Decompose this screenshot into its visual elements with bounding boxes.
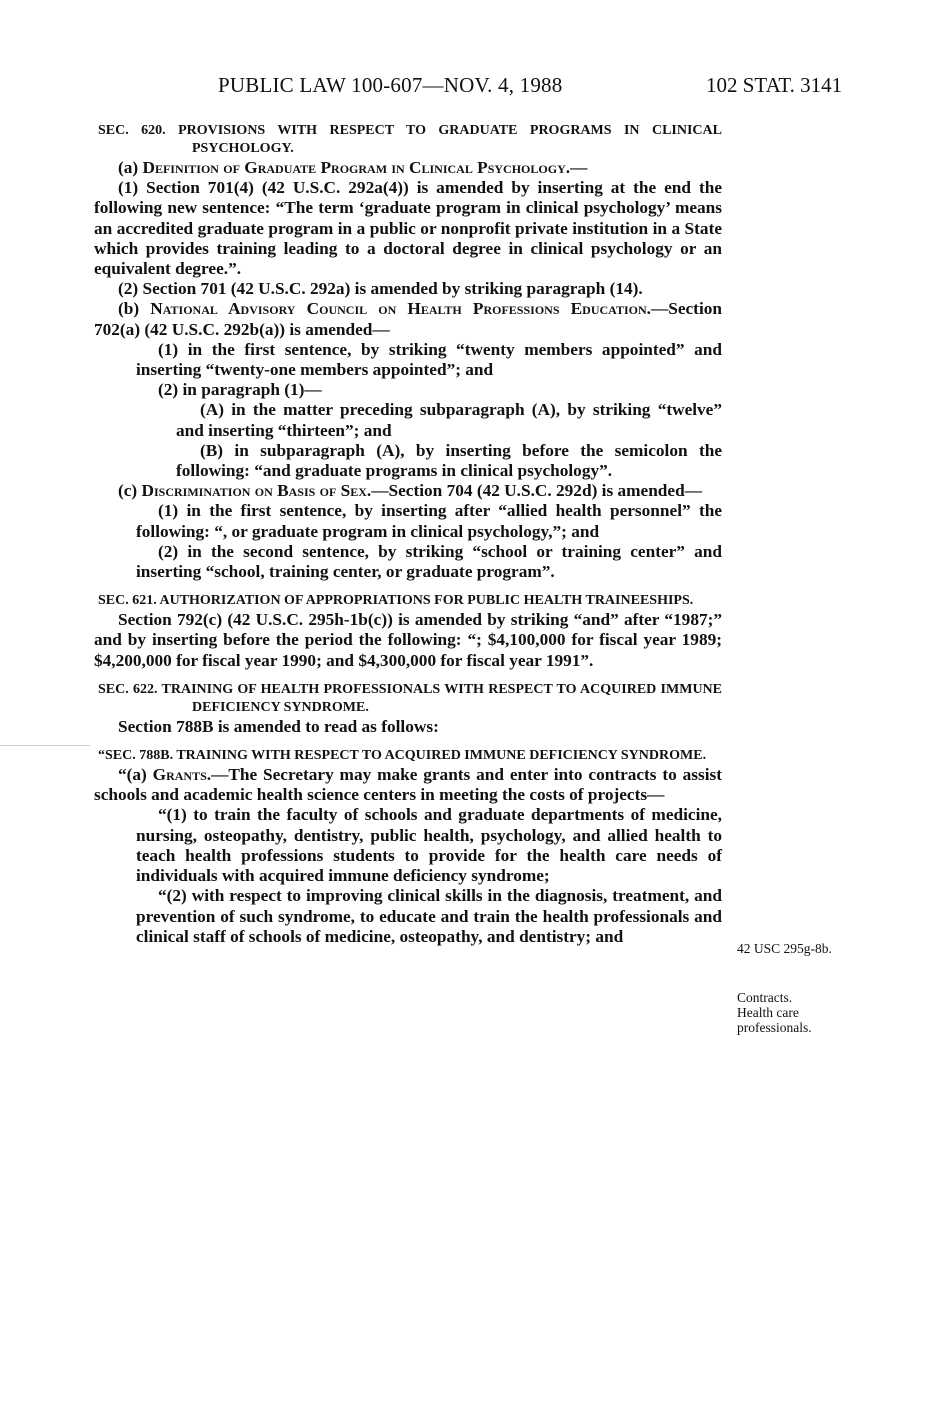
- sec-622-text: Section 788B is amended to read as follows:: [118, 716, 439, 736]
- sec-620-b1: (1) in the first sentence, by striking “twenty members appointed” and inserting “twenty-one members appointed”; and: [136, 339, 722, 380]
- sec-621-heading: SEC. 621. AUTHORIZATION OF APPROPRIATIONS FOR PUBLIC HEALTH TRAINEESHIPS.: [98, 593, 694, 609]
- sec-620-a: (a) Definition of Graduate Program in Clinical Psychology.—: [118, 158, 588, 177]
- sec-620-b: (b) National Advisory Council on Health Professions Education.—Section 702(a) (42 U.S.C. 292b(a)) is amended—: [94, 299, 722, 339]
- sec-621-text: Section 792(c) (42 U.S.C. 295h-1b(c)) is amended by striking “and” after “1987;” and by inserting before the period the following: “; $4,100,000 for fiscal year 1989; $4,200,000 for fiscal year 1990; and $4,300,000 for fiscal year 1991”.: [94, 610, 722, 670]
- sec-620-b2B: (B) in subparagraph (A), by inserting before the semicolon the following: “and graduate programs in clinical psychology”.: [176, 440, 722, 481]
- page-number: 102 STAT. 3141: [706, 73, 843, 97]
- sec-788b-a2: “(2) with respect to improving clinical skills in the diagnosis, treatment, and prevention of such syndrome, to educate and train the health professionals and clinical staff of schools of medicine, osteopathy, and dentistry; and: [136, 886, 722, 946]
- margin-note-health-care: Health care professionals.: [737, 1005, 812, 1035]
- margin-note-contracts: Contracts.: [737, 990, 793, 1005]
- sec-788b-heading: “SEC. 788B. TRAINING WITH RESPECT TO ACQUIRED IMMUNE DEFICIENCY SYNDROME.: [98, 748, 707, 764]
- document-body: [94, 122, 722, 947]
- sec-620-c-title: Discrimination on Basis of Sex.: [141, 481, 372, 501]
- margin-citation: 42 USC 295g-8b.: [737, 941, 832, 956]
- running-head-title: PUBLIC LAW 100-607—NOV. 4, 1988: [218, 73, 563, 97]
- margin-rule: [0, 745, 90, 746]
- sec-620-c1: (1) in the first sentence, by inserting after “allied health personnel” the following: “, or graduate program in clinical psychology,”; and: [136, 501, 722, 541]
- sec-620-heading: SEC. 620. PROVISIONS WITH RESPECT TO GRADUATE PROGRAMS IN CLINICAL PSYCHOLOGY.: [98, 123, 722, 156]
- sec-620-b2A: (A) in the matter preceding subparagraph (A), by striking “twelve” and inserting “thirteen”; and: [176, 400, 722, 440]
- sec-620-b-title: National Advisory Council on Health Professions Education.: [150, 299, 651, 319]
- sec-620-a1: (1) Section 701(4) (42 U.S.C. 292a(4)) is amended by inserting at the end the following new sentence: “The term ‘graduate program in clinical psychology’ means an accredited graduate program in a public or nonprofit private institution in a State which provides training leading to a doctoral degree in clinical psychology or an equivalent degree.”.: [94, 178, 722, 279]
- sec-620-a-title: Definition of Graduate Program in Clinical Psychology.: [142, 158, 571, 177]
- sec-788b-a-title: Grants.: [152, 765, 212, 785]
- sec-620-c: (c) Discrimination on Basis of Sex.—Section 704 (42 U.S.C. 292d) is amended—: [118, 481, 702, 501]
- sec-620-c2: (2) in the second sentence, by striking “school or training center” and inserting “school, training center, or graduate program”.: [136, 541, 722, 582]
- sec-788b-a1: “(1) to train the faculty of schools and graduate departments of medicine, nursing, osteopathy, dentistry, public health, psychology, and allied health to teach health professions students to provide for the health care needs of individuals with acquired immune deficiency syndrome;: [136, 805, 722, 886]
- sec-620-b2: (2) in paragraph (1)—: [158, 380, 322, 400]
- sec-788b-a: “(a) Grants.—The Secretary may make grants and enter into contracts to assist schools and academic health science centers in meeting the costs of projects—: [94, 765, 722, 805]
- sec-620-a2: (2) Section 701 (42 U.S.C. 292a) is amended by striking paragraph (14).: [118, 279, 643, 299]
- sec-622-heading: SEC. 622. TRAINING OF HEALTH PROFESSIONALS WITH RESPECT TO ACQUIRED IMMUNE DEFICIENCY SYNDROME.: [98, 681, 722, 715]
